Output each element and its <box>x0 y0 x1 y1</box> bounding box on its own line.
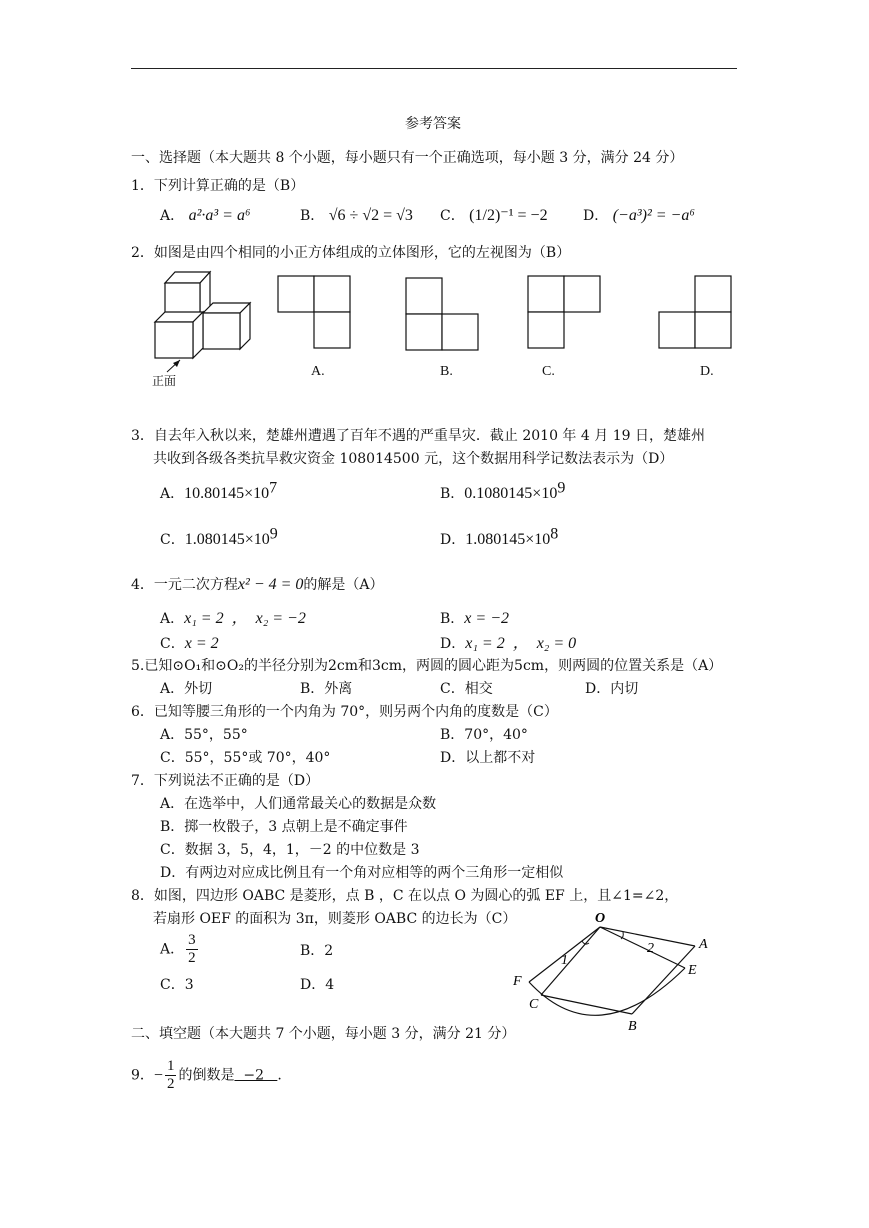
q9-answer: −2 <box>234 1067 278 1084</box>
question-2-stem: 2．如图是由四个相同的小正方体组成的立体图形，它的左视图为（B） <box>131 245 571 261</box>
question-3-stem-1: 3．自去年入秋以来，楚雄州遭遇了百年不遇的严重旱灾．截止 2010 年 4 月 19 日，楚雄州 <box>131 428 705 444</box>
q8-option-a: A． $\frac{3}{2}$ <box>160 932 196 967</box>
question-1-stem: 1．下列计算正确的是（B） <box>131 178 305 194</box>
q1-option-c: C． (1/2)⁻¹ = −2 <box>440 207 548 224</box>
q1-option-b: B． √6 ÷ √2 = √3 <box>300 207 413 224</box>
segment-cb <box>541 995 632 1014</box>
q8-option-b: B．2 <box>300 943 334 959</box>
label-b: B <box>628 1019 637 1034</box>
q1-d-expression: (−a³)² = −a⁶ <box>612 207 695 224</box>
section-2-heading: 二、填空题（本大题共 7 个小题，每小题 3 分，满分 21 分） <box>131 1026 516 1042</box>
q7-option-c: C．数据 3，5，4，1，－2 的中位数是 3 <box>160 842 420 858</box>
q7-option-b: B．掷一枚骰子，3 点朝上是不确定事件 <box>160 819 408 835</box>
question-3-stem-2: 共收到各级各类抗旱救灾资金 108014500 元，这个数据用科学记数法表示为（D） <box>153 451 674 467</box>
header-rule <box>131 68 737 69</box>
view-label-a: A. <box>311 364 325 379</box>
q1-option-d: D． (−a³)² = −a⁶ <box>583 207 695 224</box>
q6-option-d: D．以上都不对 <box>440 750 536 766</box>
q3-option-c: C．$1.080145\times 10^9$ <box>160 525 278 548</box>
view-label-d: D. <box>700 364 714 379</box>
rhombus-sector-figure <box>505 910 725 1040</box>
question-6-stem: 6．已知等腰三角形的一个内角为 70°，则另两个内角的度数是（C） <box>131 704 558 720</box>
segment-oe <box>600 927 685 968</box>
q5-option-d: D．内切 <box>585 681 639 697</box>
label-e: E <box>688 963 697 978</box>
q1-b-expression: √6 ÷ √2 = √3 <box>328 207 413 224</box>
angle-label-2: 2 <box>647 941 654 956</box>
view-label-b: B. <box>440 364 453 379</box>
cube-front <box>155 322 193 358</box>
q4-option-b: B．x = −2 <box>440 610 509 627</box>
question-8-stem-2: 若扇形 OEF 的面积为 3π，则菱形 OABC 的边长为（C） <box>153 911 517 927</box>
view-option-b <box>406 278 481 353</box>
q3-option-a: A．$10.80145\times 10^7$ <box>160 479 278 502</box>
view-option-a <box>278 276 353 351</box>
q3-option-d: D．$1.080145\times 10^8$ <box>440 525 559 548</box>
q6-option-c: C．55°，55°或 70°，40° <box>160 750 331 766</box>
q8-option-d: D．4 <box>300 977 335 993</box>
q8-option-c: C．3 <box>160 977 194 993</box>
q6-option-a: A．55°，55° <box>160 727 248 743</box>
q4-option-a: A．x₁ = 2 ， x₂ = −2 <box>160 610 306 627</box>
q5-option-b: B．外离 <box>300 681 353 697</box>
section-1-heading: 一、选择题（本大题共 8 个小题，每小题只有一个正确选项，每小题 3 分，满分 24 分） <box>131 150 684 166</box>
q5-option-c: C．相交 <box>440 681 493 697</box>
question-7-stem: 7．下列说法不正确的是（D） <box>131 773 320 789</box>
angle-label-1: 1 <box>561 953 568 968</box>
view-option-d <box>659 276 734 351</box>
q7-option-a: A．在选举中，人们通常最关心的数据是众数 <box>160 796 437 812</box>
q1-c-expression: (1/2)⁻¹ = −2 <box>469 207 548 224</box>
question-8-stem-1: 8．如图，四边形 OABC 是菱形，点 B ，C 在以点 O 为圆心的弧 EF 上，且∠1=∠2， <box>131 888 679 904</box>
page-title: 参考答案 <box>405 116 461 132</box>
segment-oc <box>541 927 600 995</box>
q3-option-b: B．$0.1080145\times 10^9$ <box>440 479 566 502</box>
label-a: A <box>699 937 708 952</box>
q1-option-a: A． a²·a³ = a⁶ <box>160 207 251 224</box>
q1-a-expression: a²·a³ = a⁶ <box>188 207 251 224</box>
view-option-c <box>528 276 603 351</box>
front-label: 正面 <box>152 374 177 388</box>
label-c: C <box>529 997 539 1012</box>
q4-option-c: C．x = 2 <box>160 635 219 652</box>
question-4-stem: 4．一元二次方程x² − 4 = 0的解是（A） <box>131 576 384 593</box>
label-o: O <box>595 911 606 926</box>
q6-option-b: B．70°，40° <box>440 727 528 743</box>
q7-option-d: D．有两边对应成比例且有一个角对应相等的两个三角形一定相似 <box>160 865 564 881</box>
question-9: 9．− $\frac{1}{2}$ 的倒数是 −2 . <box>131 1058 282 1093</box>
view-label-c: C. <box>542 364 555 379</box>
q4-option-d: D．x₁ = 2 ， x₂ = 0 <box>440 635 577 652</box>
q5-option-a: A．外切 <box>160 681 213 697</box>
label-f: F <box>513 974 522 989</box>
segment-ab <box>632 946 695 1014</box>
question-5-stem: 5.已知⊙O₁和⊙O₂的半径分别为2cm和3cm，两圆的圆心距为5cm，则两圆的位置关系是（A） <box>131 658 723 674</box>
cube-right-front <box>203 313 240 349</box>
